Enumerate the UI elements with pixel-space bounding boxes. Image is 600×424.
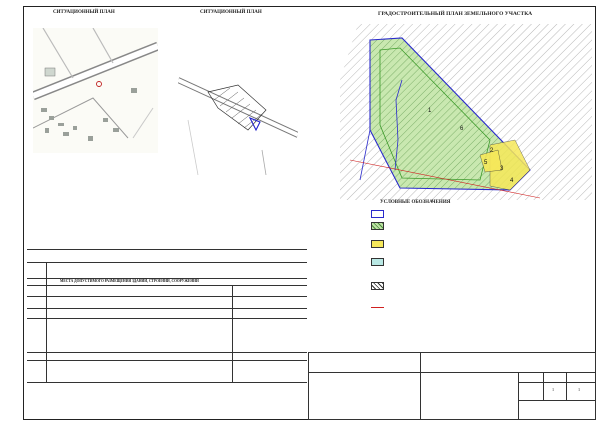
main-plan-title: ГРАДОСТРОИТЕЛЬНЫЙ ПЛАН ЗЕМЕЛЬНОГО УЧАСТКА — [378, 11, 533, 17]
legend-swatch — [371, 282, 384, 290]
inset-right — [178, 10, 298, 175]
zone-label: 4 — [510, 178, 514, 184]
sheets-total: 1 — [578, 387, 581, 392]
legend-swatch — [371, 307, 384, 308]
legend-swatch — [371, 210, 384, 218]
inset-right-title: СИТУАЦИОННЫЙ ПЛАН — [200, 10, 262, 15]
legend-title: УСЛОВНЫЕ ОБОЗНАЧЕНИЯ — [380, 200, 451, 205]
legend-swatch — [371, 258, 384, 266]
zone-label: 1 — [428, 108, 432, 114]
sheet-no: 1 — [552, 387, 555, 392]
legend-swatch — [371, 240, 384, 248]
main-plan — [340, 8, 592, 198]
inset-right-map — [178, 30, 298, 175]
zone-label: 2 — [490, 148, 494, 154]
inset-left-title: СИТУАЦИОННЫЙ ПЛАН — [53, 10, 115, 15]
legend-swatch — [371, 222, 384, 230]
zone-label: 6 — [460, 126, 464, 132]
main-plan-drawing — [340, 20, 592, 200]
zone-label: 5 — [484, 160, 488, 166]
inset-left — [33, 10, 158, 170]
section-title: МЕСТА ДОПУСТИМОГО РАЗМЕЩЕНИЯ ЗДАНИЙ, СТРОЕНИЙ, СООРУЖЕНИЙ — [60, 279, 199, 283]
inset-left-map — [33, 28, 158, 153]
zone-label: 3 — [500, 166, 504, 172]
